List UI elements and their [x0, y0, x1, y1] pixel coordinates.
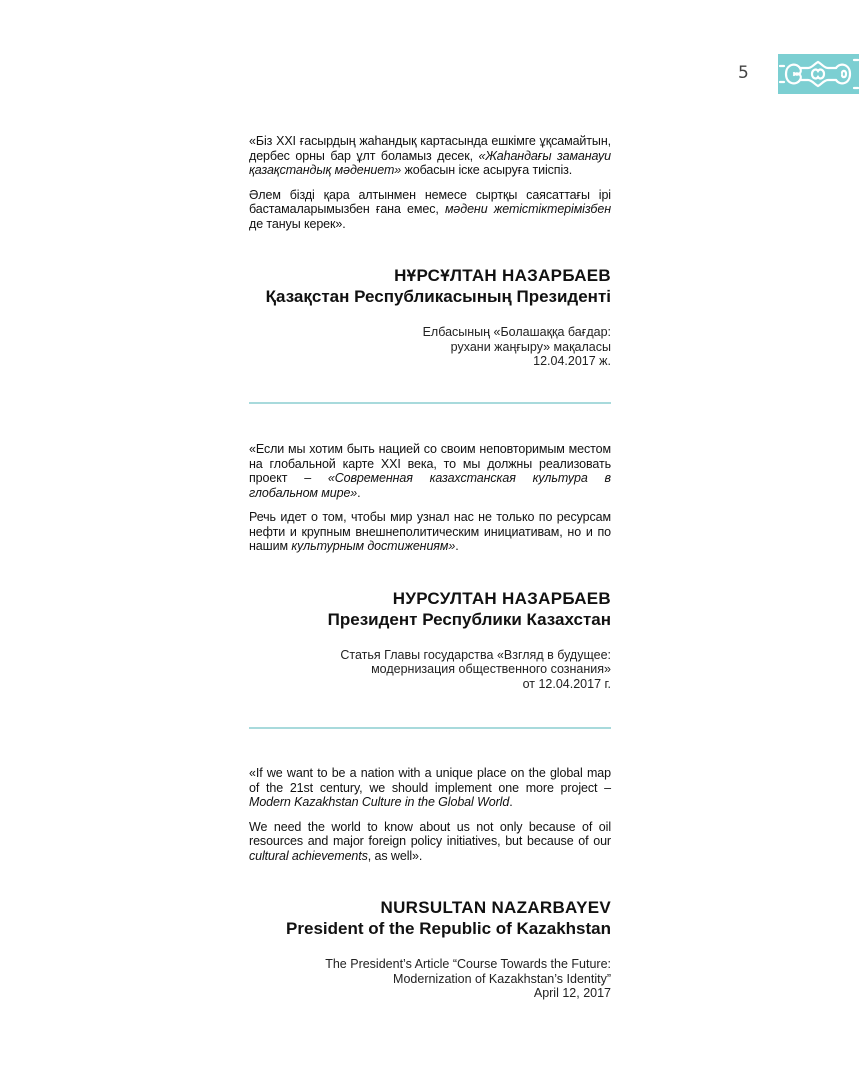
- quote-paragraph: «Біз XXI ғасырдың жаһандық картасында ешкімге ұқсамайтын, дербес орны бар ұлт боламыз десек, «Жаһандағы заманауи қазақстандық мәдениет» жобасын іске асыруға тиіспіз.: [249, 134, 611, 177]
- section-divider: [249, 402, 611, 404]
- quote-paragraph: We need the world to know about us not only because of oil resources and major foreign policy initiatives, but because of our cultural achievements, as well».: [249, 819, 611, 863]
- source-line: модернизация общественного сознания»: [371, 662, 611, 676]
- page-number: 5: [738, 63, 749, 83]
- quote-text: [249, 766, 611, 863]
- author-name: NURSULTAN NAZARBAYEV: [380, 898, 611, 917]
- author-name: НҰРСҰЛТАН НАЗАРБАЕВ: [394, 266, 611, 285]
- source-line: April 12, 2017: [533, 986, 611, 1000]
- author-role: Президент Республики Казахстан: [327, 609, 611, 629]
- source-citation: [249, 648, 611, 692]
- quote-section-russian: [249, 442, 611, 691]
- author-block: [249, 897, 611, 939]
- source-citation: [249, 325, 611, 369]
- source-citation: [249, 957, 611, 1001]
- source-line: 12.04.2017 ж.: [533, 354, 611, 368]
- quote-paragraph: «Если мы хотим быть нацией со своим неповторимым местом на глобальной карте XXI века, то мы должны реализовать проект – «Современная казахстанская культура в глобальном мире».: [249, 442, 611, 500]
- author-block: [249, 265, 611, 307]
- quote-text: [249, 134, 611, 231]
- quote-paragraph: Речь идет о том, чтобы мир узнал нас не только по ресурсам нефти и крупным внешнеполитическим инициативам, но и по нашим культурным достижениям».: [249, 510, 611, 553]
- quote-section-english: [249, 766, 611, 1001]
- source-line: от 12.04.2017 г.: [522, 676, 611, 691]
- author-role: President of the Republic of Kazakhstan: [286, 919, 611, 938]
- author-block: [249, 588, 611, 630]
- source-line: Статья Главы государства «Взгляд в будущее:: [340, 647, 611, 662]
- kazakh-ornament-icon: [778, 54, 859, 94]
- quote-paragraph: Әлем бізді қара алтынмен немесе сыртқы саясаттағы ірі бастамаларымызбен ғана емес, мәдени жетістіктерімізбен де тануы керек».: [249, 187, 611, 231]
- author-role: Қазақстан Республикасының Президенті: [265, 287, 611, 306]
- author-name: НУРСУЛТАН НАЗАРБАЕВ: [392, 588, 611, 608]
- section-divider: [249, 727, 611, 729]
- quote-section-kazakh: [249, 134, 611, 369]
- source-line: The President’s Article “Course Towards the Future:: [325, 957, 611, 971]
- source-line: Modernization of Kazakhstan’s Identity”: [393, 971, 611, 986]
- source-line: рухани жаңғыру» мақаласы: [450, 339, 611, 354]
- quote-text: [249, 442, 611, 554]
- source-line: Елбасының «Болашаққа бағдар:: [422, 325, 611, 339]
- quote-paragraph: «If we want to be a nation with a unique place on the global map of the 21st century, we should implement one more project – Modern Kazakhstan Culture in the Global World.: [249, 766, 611, 809]
